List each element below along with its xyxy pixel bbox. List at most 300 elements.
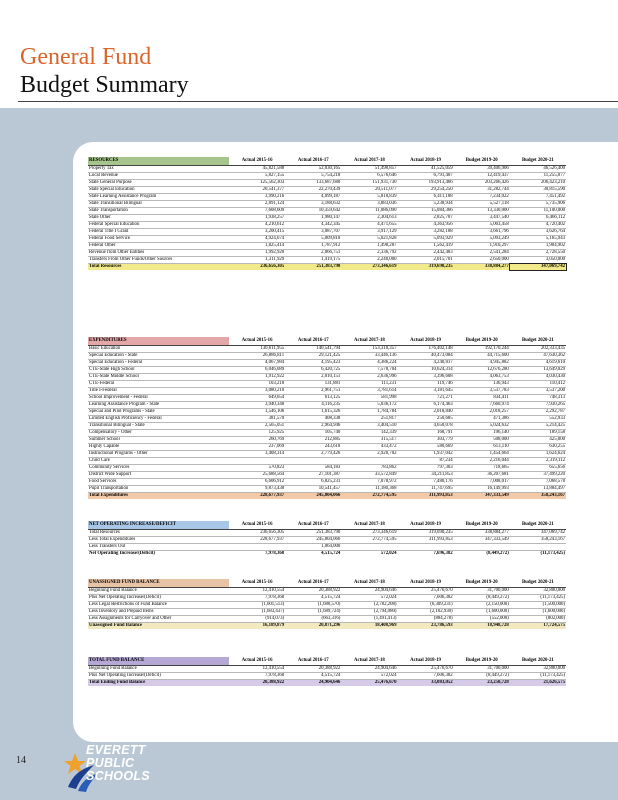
cell-value: 273,346,619 [341,530,397,537]
total-row [88,264,566,271]
table-row [88,544,566,551]
cell-value: 20,388,922 [285,666,341,673]
cell-value: 4,195,423 [285,360,341,367]
cell-value: 7,078,972 [341,479,397,486]
section-heading: NET OPERATING INCREASE/DEFICIT [88,521,229,530]
cell-value: 40,473,084 [397,353,453,360]
cell-value: (1,683,437) [229,609,285,616]
cell-value: 11,255,077 [510,173,566,180]
cell-value: 6,420,725 [285,367,341,374]
row-label: State Transportation [88,208,229,215]
cell-value: 1,825,414 [229,243,285,250]
table-row [88,187,566,194]
cell-value: 1,992,920 [229,250,285,257]
row-label: Highly Capable [88,444,229,451]
title-rule [18,101,618,102]
cell-value: 13,884,497 [510,486,566,493]
cell-value: (2,102,930) [397,609,453,616]
cell-value: 7,606,382 [397,673,453,680]
cell-value: 7,451,492 [510,194,566,201]
table-row [88,472,566,479]
cell-value: 245,804,066 [285,537,341,544]
cell-value: (884,278) [397,616,453,623]
cell-value: 11,100,000 [510,208,566,215]
column-header: Actual 2017-18 [341,521,397,530]
row-label: Summer School [88,437,229,444]
row-label: State Special Education [88,187,229,194]
cell-value: 33,572,849 [341,472,397,479]
table-row [88,479,566,486]
cell-value: 3,990,216 [229,194,285,201]
row-label: State General Purpose [88,180,229,187]
row-label: Revenue from Other Entities [88,250,229,257]
cell-value: 1,938,257 [229,215,285,222]
table-row [88,402,566,409]
total-row [88,623,566,630]
cell-value: 125,925 [229,430,285,437]
net-operating-table [88,521,566,557]
cell-value: 834,411 [454,395,510,402]
cell-value: 4,924,674 [229,236,285,243]
column-header: Actual 2017-18 [341,579,397,588]
table-row [88,374,566,381]
row-label: Federal Special Education [88,222,229,229]
table-row [88,416,566,423]
cell-value: 581,998 [341,395,397,402]
cell-value: 3,883,036 [341,201,397,208]
cell-value: 4,720,402 [510,222,566,229]
column-header: Actual 2018-19 [397,521,453,530]
column-header: Actual 2017-18 [341,657,397,666]
column-header: Budget 2020-21 [510,521,566,530]
cell-value: 655,656 [510,465,566,472]
total-label: Unassigned Fund Balance [88,623,229,630]
total-value: 7,696,382 [397,551,453,558]
page-subtitle: Budget Summary [20,72,189,98]
cell-value: 41,525,059 [397,166,453,173]
row-label: School Improvement - Federal [88,395,229,402]
total-value: (8,449,272) [454,551,510,558]
cell-value: (8,449,272) [454,673,510,680]
cell-value: 315,517 [341,437,397,444]
table-row [88,346,566,353]
cell-value: 46,526,400 [510,166,566,173]
cell-value: 7,008,017 [454,479,510,486]
section-heading: EXPENDITURES [88,337,229,346]
cell-value: (914,073) [229,616,285,623]
cell-value: (663,316) [285,616,341,623]
cell-value: 649,654 [229,395,285,402]
row-label: Learning Assistance Program - State [88,402,229,409]
total-fund-balance-section [88,657,566,686]
cell-value: 2,825,707 [397,215,453,222]
cell-value: 3,087,707 [285,229,341,236]
cell-value: 37,499,220 [510,472,566,479]
cell-value: 196,140 [454,430,510,437]
cell-value: 2,442,483 [397,250,453,257]
table-row [88,201,566,208]
cell-value: 3,188,632 [285,201,341,208]
cell-value: 2,541,284 [454,250,510,257]
cell-value: 140,541,794 [285,346,341,353]
cell-value: 2,336,792 [341,250,397,257]
total-value: 338,884,277 [454,264,510,271]
cell-value: 2,018,840 [397,409,453,416]
cell-value: 2,319,112 [510,458,566,465]
table-row [88,437,566,444]
cell-value: 6,466,112 [510,215,566,222]
total-value: 17,724,575 [510,623,566,630]
cell-value: (11,173,425) [510,673,566,680]
row-label: Community Services [88,465,229,472]
total-value: 25,476,670 [341,680,397,687]
cell-value: 193,913,466 [397,180,453,187]
section-heading: RESOURCES [88,157,229,166]
cell-value: 3,396,608 [397,374,453,381]
total-value: 272,774,595 [341,493,397,500]
table-row [88,616,566,623]
cell-value: 1,937,042 [397,451,453,458]
total-value: 23,786,593 [397,623,453,630]
row-label: Less Legal Restrictions of Fund Balance [88,602,229,609]
cell-value: 250,685 [397,416,453,423]
column-header: Actual 2018-19 [397,337,453,346]
row-label: State Learning Assistance Program [88,194,229,201]
column-header: Actual 2018-19 [397,657,453,666]
cell-value: 471,386 [454,416,510,423]
total-value: 24,904,646 [285,680,341,687]
cell-value: 552,933 [510,416,566,423]
column-header: Budget 2020-21 [510,337,566,346]
cell-value: 2,891,124 [229,201,285,208]
cell-value: 1,904,902 [510,243,566,250]
cell-value: (1,491,413) [341,616,397,623]
cell-value: 251,817 [341,416,397,423]
cell-value: 2,304,613 [341,215,397,222]
cell-value: 1,311,929 [229,257,285,264]
column-header: Budget 2020-21 [510,657,566,666]
table-row [88,666,566,673]
total-label: Total Ending Fund Balance [88,680,229,687]
total-row [88,680,566,687]
total-value: 7,978,368 [229,551,285,558]
row-label: Beginning Fund Balance [88,588,229,595]
cell-value: 1,784,784 [341,409,397,416]
total-value: 347,069,742 [510,264,566,271]
cell-value: 10,624,314 [397,367,453,374]
cell-value: 4,116,235 [285,402,341,409]
cell-value: 32,800,000 [510,666,566,673]
total-value: 236,656,305 [229,264,285,271]
cell-value: 25,476,670 [397,588,453,595]
table-row [88,257,566,264]
cell-value: 5,527,118 [454,201,510,208]
column-header: Actual 2015-16 [229,521,285,530]
cell-value: 4,099,187 [285,194,341,201]
row-label: Pupil Transportation [88,486,229,493]
cell-value: 1,910,297 [454,243,510,250]
cell-value: 168,791 [397,430,453,437]
cell-value: 119,746 [397,381,453,388]
row-label: Instructional Programs - Other [88,451,229,458]
table-row [88,194,566,201]
section-header-row [88,157,566,166]
total-value: 358,243,167 [510,493,566,500]
table-row [88,609,566,616]
column-header: Actual 2016-17 [285,521,341,530]
cell-value: 630,255 [510,444,566,451]
cell-value: 142,339 [341,430,397,437]
cell-value: 1,980,147 [285,215,341,222]
cell-value: 4,471,655 [341,222,397,229]
cell-value: 105,740 [285,430,341,437]
page-number: 14 [16,755,26,766]
cell-value: 1,615,326 [285,409,341,416]
cell-value: 189,158 [510,430,566,437]
row-label: Property Tax [88,166,229,173]
table-row [88,430,566,437]
total-value: 18,408,969 [341,623,397,630]
row-label: Total Resources [88,530,229,537]
cell-value: 580,669 [397,444,453,451]
cell-value: 2,292,787 [510,409,566,416]
cell-value: 7,234,022 [454,194,510,201]
cell-value: 2,010,151 [285,374,341,381]
table-row [88,229,566,236]
cell-value: 3,404,510 [341,423,397,430]
cell-value: 1,624,624 [510,451,566,458]
cell-value: 3,661,796 [454,229,510,236]
row-label: Less Assignments for Carryover and Other [88,616,229,623]
row-label: Plus Net Operating Increase/(Deficit) [88,595,229,602]
cell-value: (1,500,000) [510,602,566,609]
cell-value: 16,149,993 [454,486,510,493]
row-label: CTE-State Middle School [88,374,229,381]
cell-value: 5,093,249 [454,236,510,243]
total-value: 228,677,937 [229,493,285,500]
cell-value: 1,454,664 [454,451,510,458]
column-header: Actual 2015-16 [229,337,285,346]
cell-value: 2,636,996 [341,374,397,381]
cell-value: 9,873,430 [229,486,285,493]
cell-value: 2,018,257 [454,409,510,416]
cell-value: 721,271 [397,395,453,402]
cell-value: (11,173,425) [510,595,566,602]
cell-value: 1,546,106 [229,409,285,416]
cell-value: 39,406,906 [454,166,510,173]
cell-value: 20,388,922 [285,588,341,595]
table-row [88,180,566,187]
cell-value: 30,815,590 [510,187,566,194]
row-label: Less Transfers Out [88,544,229,551]
cell-value: 1,562,419 [397,243,453,250]
cell-value: 4,030,430 [510,374,566,381]
column-header: Budget 2019-20 [454,521,510,530]
cell-value: 87,234 [397,458,453,465]
total-value: 20,871,296 [285,623,341,630]
cell-value: 6,825,231 [285,479,341,486]
total-row [88,493,566,500]
column-header: Actual 2016-17 [285,157,341,166]
table-row [88,215,566,222]
cell-value: 381,570 [229,416,285,423]
row-label: Child Care [88,458,229,465]
row-label: Limited English Proficiency - Federal [88,416,229,423]
section-heading: UNASSIGNED FUND BALANCE [88,579,229,588]
cell-value: 7,606,382 [397,595,453,602]
total-value: 20,388,922 [229,680,285,687]
cell-value: 20,541,377 [229,187,285,194]
total-label: Net Operating Increase/(Deficit) [88,551,229,558]
row-label: Title I-Federal [88,388,229,395]
row-label: Local Revenue [88,173,229,180]
cell-value: 31,700,000 [454,588,510,595]
cell-value: 5,009,810 [285,236,341,243]
cell-value: 4,619,610 [510,360,566,367]
cell-value: 7,480,176 [397,479,453,486]
cell-value: (1,600,000) [454,609,510,616]
table-row [88,395,566,402]
cell-value: 7,570,704 [341,367,397,374]
cell-value: 2,015,701 [397,257,453,264]
cell-value: 52,030,165 [285,166,341,173]
cell-value: 2,216,044 [454,458,510,465]
cell-value: 4,240,817 [397,360,453,367]
cell-value: 4,342,345 [285,222,341,229]
total-value: 16,189,879 [229,623,285,630]
cell-value: 13,649,029 [510,367,566,374]
column-header: Budget 2020-21 [510,157,566,166]
row-label: Basic Education [88,346,229,353]
cell-value: 12,419,437 [454,173,510,180]
cell-value: (2,150,000) [454,602,510,609]
net-operating-section [88,521,566,557]
table-row [88,673,566,680]
cell-value: 2,240,000 [341,257,397,264]
cell-value: 13,330,000 [454,208,510,215]
column-header: Actual 2018-19 [397,157,453,166]
cell-value: 7,660,974 [454,402,510,409]
row-label: Food Services [88,479,229,486]
column-header: Budget 2019-20 [454,157,510,166]
cell-value: 228,677,937 [229,537,285,544]
cell-value: 3,282,188 [397,229,453,236]
row-label: Transitional Bilingual - State [88,423,229,430]
section-heading: TOTAL FUND BALANCE [88,657,229,666]
cell-value: 718,665 [454,465,510,472]
cell-value: 6,046,089 [229,367,285,374]
row-label: State Transitional Bilingual [88,201,229,208]
total-value: 23,250,728 [454,680,510,687]
total-label: Total Expenditures [88,493,229,500]
row-label: Federal Other [88,243,229,250]
cell-value: 2,961,751 [285,388,341,395]
table-row [88,458,566,465]
total-value: 347,333,549 [454,493,510,500]
cell-value: 11,180,368 [341,486,397,493]
cell-value: 3,537,200 [510,388,566,395]
cell-value: 20,511,077 [341,187,397,194]
cell-value: 6,411,188 [397,194,453,201]
cell-value: 319,690,235 [397,530,453,537]
cell-value: 11,086,090 [341,208,397,215]
cell-value: 251,383,790 [285,530,341,537]
logo-line-3: SCHOOLS [86,769,150,783]
cell-value: 12,410,554 [229,666,285,673]
cell-value: 7,068,578 [510,479,566,486]
total-value: 18,948,728 [454,623,510,630]
cell-value: 6,791,407 [397,173,453,180]
cell-value: 5,021,828 [341,236,397,243]
section-header-row [88,657,566,666]
cell-value: 153,310,357 [341,346,397,353]
row-label: Special and Pilot Programs - State [88,409,229,416]
cell-value: 1,498,287 [341,243,397,250]
cell-value: 29,254,250 [397,187,453,194]
total-value: 311,993,853 [397,493,453,500]
table-row [88,537,566,544]
cell-value: 6,174,463 [397,402,453,409]
cell-value: 5,093,929 [397,236,453,243]
cell-value: 29,121,425 [285,353,341,360]
cell-value: 130,611,955 [229,346,285,353]
cell-value: 5,238,934 [397,201,453,208]
cell-value: 408,338 [285,416,341,423]
cell-value: 572,024 [341,673,397,680]
logo-line-1: EVERETT [86,743,146,757]
cell-value: 5,003,458 [454,222,510,229]
cell-value: 45,821,588 [229,166,285,173]
cell-value [285,458,341,465]
cell-value: 1,787,912 [285,243,341,250]
cell-value: 3,940,348 [229,402,285,409]
cell-value: 5,214,425 [510,423,566,430]
cell-value: 4,386,224 [341,360,397,367]
cell-value: 192,170,244 [454,346,510,353]
column-header: Budget 2019-20 [454,657,510,666]
cell-value [510,544,566,551]
total-value: 572,024 [341,551,397,558]
cell-value: 7,978,368 [229,673,285,680]
row-label: Federal Food Service [88,236,229,243]
cell-value: 6,606,912 [229,479,285,486]
cell-value: 212,885 [285,437,341,444]
table-row [88,595,566,602]
cell-value: 10,541,457 [285,486,341,493]
table-row [88,367,566,374]
cell-value: 2,650,000 [454,257,510,264]
table-row [88,423,566,430]
cell-value: 260,769 [229,437,285,444]
table-row [88,166,566,173]
total-value: 273,346,619 [341,264,397,271]
cell-value: 7,930,265 [510,402,566,409]
cell-value: 4,363,956 [397,222,453,229]
cell-value: 347,333,549 [454,537,510,544]
cell-value: 11,747,695 [397,486,453,493]
cell-value: (2,782,208) [341,602,397,609]
cell-value: 12,676,280 [454,367,510,374]
cell-value: 151,931,730 [341,180,397,187]
cell-value: 31,282,744 [454,187,510,194]
table-row [88,173,566,180]
cell-value: 125,562,303 [229,180,285,187]
row-label: State Other [88,215,229,222]
section-header-row [88,521,566,530]
cell-value: 51,498,857 [341,166,397,173]
table-row [88,388,566,395]
cell-value: 5,754,218 [285,173,341,180]
